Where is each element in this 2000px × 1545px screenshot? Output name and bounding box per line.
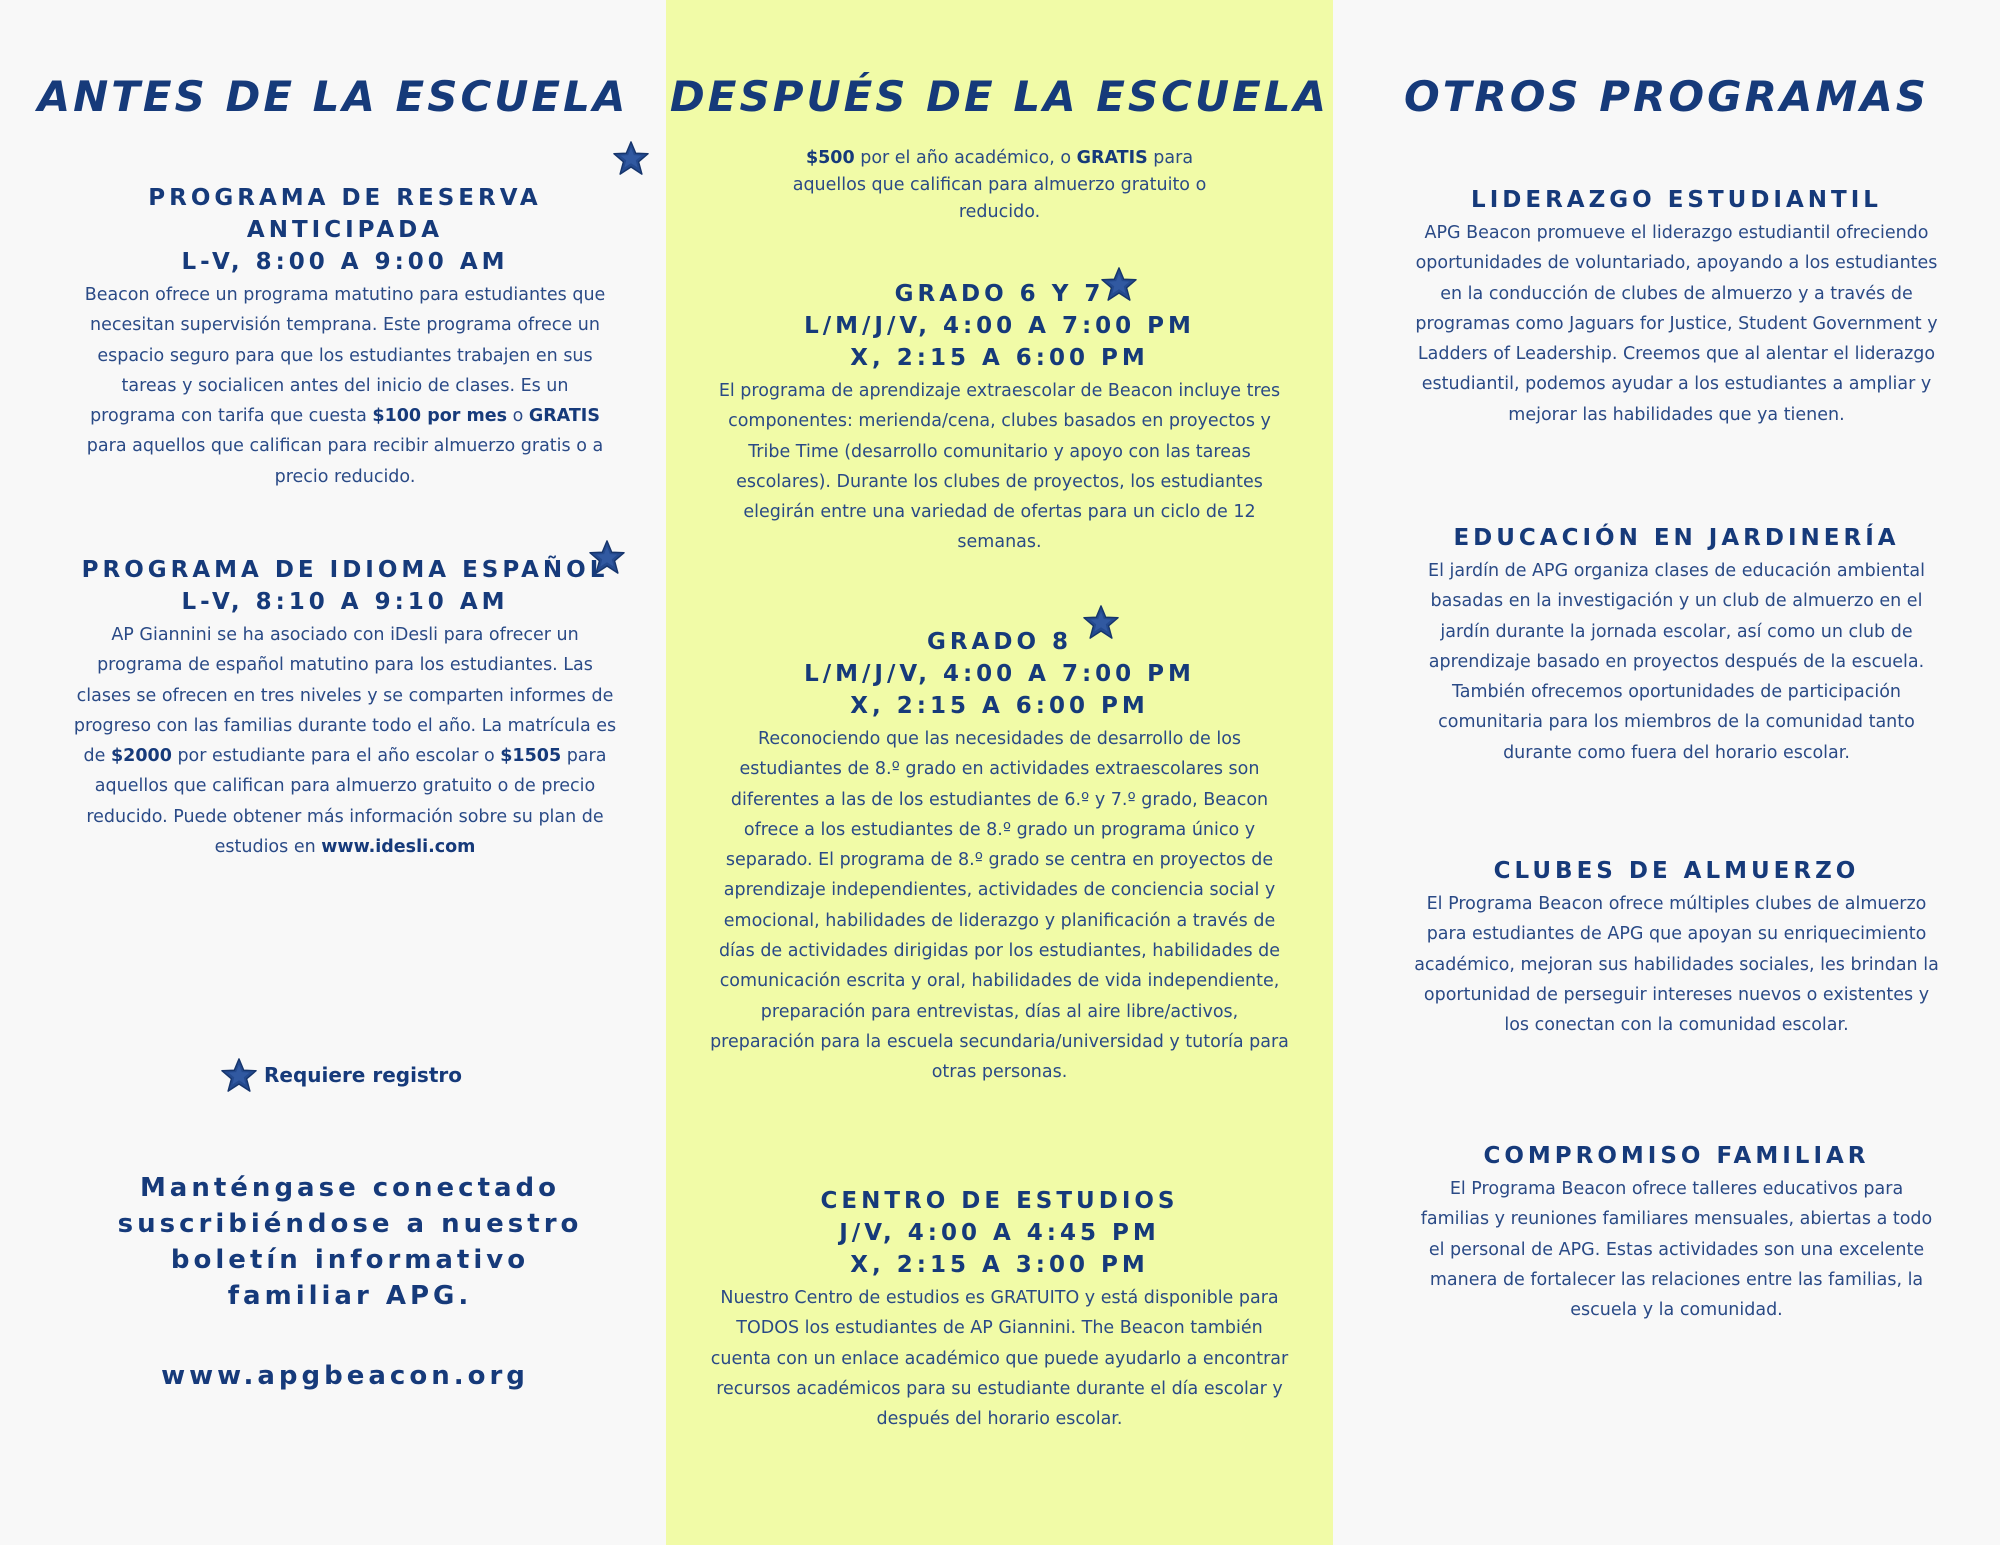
section-body: Nuestro Centro de estudios es GRATUITO y está disponible para TODOS los estudiantes de AP Giannini. The Beacon también cuenta con un enlace académico que puede ayudarlo a encontrar recursos académicos para su estudiante durante el día escolar y después del horario escolar. [710,1288,1289,1430]
section-body: El programa de aprendizaje extraescolar de Beacon incluye tres componentes: merienda/cena, clubes basados en proyectos y Tribe Time (desarrollo comunitario y apoyo con las tareas escolares). Durante los clubes de proyectos, los estudiantes elegirán entre una variedad de ofertas para un ciclo de 12 semanas. [718,381,1281,553]
star-icon [220,1057,258,1093]
section-heading: CLUBES DE ALMUERZO [1493,858,1860,884]
section-schedule: L-V, 8:10 A 9:10 AM [181,589,509,615]
grade-8-section [706,626,1293,1088]
section-body: Reconociendo que las necesidades de desarrollo de los estudiantes de 8.º grado en actividades extraescolares son diferentes a las de los estudiantes de 6.º y 7.º grado, Beacon ofrece a los estudiantes de 8.º grado un programa único y separado. El programa de 8.º grado se centra en proyectos de aprendizaje independientes, actividades de conciencia social y emocional, habilidades de liderazgo y planificación a través de días de actividades dirigidas por los estudiantes, habilidades de comunicación escrita y oral, habilidades de vida independiente, preparación para entrevistas, días al aire libre/activos, preparación para la escuela secundaria/universidad y tutoría para otras personas. [710,729,1289,1083]
gardening-section [1413,522,1940,768]
section-heading: GRADO 8 [926,629,1073,655]
column-after-school [666,0,1333,1545]
section-body: Beacon ofrece un programa matutino para estudiantes que necesitan supervisión temprana. Este programa ofrece un espacio seguro para que los estudiantes trabajen en sus tareas y socialicen antes del inicio de clases. Es un programa con tarifa que cuesta $100 por mes o GRATIS para aquellos que califican para recibir almuerzo gratis o a precio reducido. [84,285,606,487]
section-heading: EDUCACIÓN EN JARDINERÍA [1453,525,1900,551]
legend-label: Requiere registro [264,1063,462,1087]
section-body: El Programa Beacon ofrece múltiples clubes de almuerzo para estudiantes de APG que apoyan su enriquecimiento académico, mejoran sus habilidades sociales, les brindan la oportunidad de perseguir intereses nuevos o existentes y los conectan con la comunidad escolar. [1414,894,1939,1036]
newsletter-callout [110,1170,590,1314]
column-title: DESPUÉS DE LA ESCUELA [669,72,1330,121]
newsletter-text: Manténgase conectado suscribiéndose a nuestro boletín informativo familiar APG. [117,1173,583,1311]
star-icon [612,140,650,176]
section-schedule: L-V, 8:00 A 9:00 AM [181,249,509,275]
column-other-programs [1333,0,2000,1545]
column-before-school [0,0,666,1545]
early-program-section [62,182,628,492]
spanish-program-section [62,554,628,862]
section-heading: GRADO 6 Y 7 [894,281,1105,307]
column-title: ANTES DE LA ESCUELA [37,72,629,121]
leadership-section [1413,184,1940,430]
website-link[interactable]: www.apgbeacon.org [161,1361,529,1391]
pricing-text: $500 por el año académico, o GRATIS para aquellos que califican para almuerzo gratuito o reducido. [792,148,1207,222]
lunch-clubs-section [1413,855,1940,1040]
section-schedule-wed: X, 2:15 A 6:00 PM [850,693,1149,719]
grade-6-7-section [706,278,1293,558]
section-schedule: L/M/J/V, 4:00 A 7:00 PM [804,313,1195,339]
section-heading: COMPROMISO FAMILIAR [1483,1143,1870,1169]
section-body: APG Beacon promueve el liderazgo estudiantil ofreciendo oportunidades de voluntariado, apoyando a los estudiantes en la conducción de clubes de almuerzo y a través de programas como Jaguars for Justice, Student Government y Ladders of Leadership. Creemos que al alentar el liderazgo estudiantil, podemos ayudar a los estudiantes a ampliar y mejorar las habilidades que ya tienen. [1415,223,1938,425]
registration-legend [220,1057,462,1093]
section-heading: CENTRO DE ESTUDIOS [820,1188,1179,1214]
section-heading: PROGRAMA DE RESERVA ANTICIPADA [148,185,542,243]
study-center-section [706,1185,1293,1434]
section-schedule: L/M/J/V, 4:00 A 7:00 PM [804,661,1195,687]
website-block [62,1358,628,1394]
column-title: OTROS PROGRAMAS [1404,72,1929,121]
section-schedule-wed: X, 2:15 A 6:00 PM [850,345,1149,371]
pricing-intro [776,145,1223,226]
section-heading: PROGRAMA DE IDIOMA ESPAÑOL [81,557,609,583]
section-body: El Programa Beacon ofrece talleres educativos para familias y reuniones familiares mensuales, abiertas a todo el personal de APG. Estas actividades son una excelente manera de fortalecer las relaciones entre las familias, la escuela y la comunidad. [1420,1179,1933,1321]
section-schedule-wed: X, 2:15 A 3:00 PM [850,1252,1149,1278]
section-schedule: J/V, 4:00 A 4:45 PM [839,1220,1160,1246]
section-heading: LIDERAZGO ESTUDIANTIL [1471,187,1882,213]
family-engagement-section [1413,1140,1940,1325]
section-body: AP Giannini se ha asociado con iDesli para ofrecer un programa de español matutino para los estudiantes. Las clases se ofrecen en tres niveles y se comparten informes de progreso con las familias durante todo el año. La matrícula es de $2000 por estudiante para el año escolar o $1505 para aquellos que califican para almuerzo gratuito o de precio reducido. Puede obtener más información sobre su plan de estudios en www.idesli.com [73,625,617,858]
section-body: El jardín de APG organiza clases de educación ambiental basadas en la investigación y un club de almuerzo en el jardín durante la jornada escolar, así como un club de aprendizaje basado en proyectos después de la escuela. También ofrecemos oportunidades de participación comunitaria para los miembros de la comunidad tanto durante como fuera del horario escolar. [1428,561,1925,763]
